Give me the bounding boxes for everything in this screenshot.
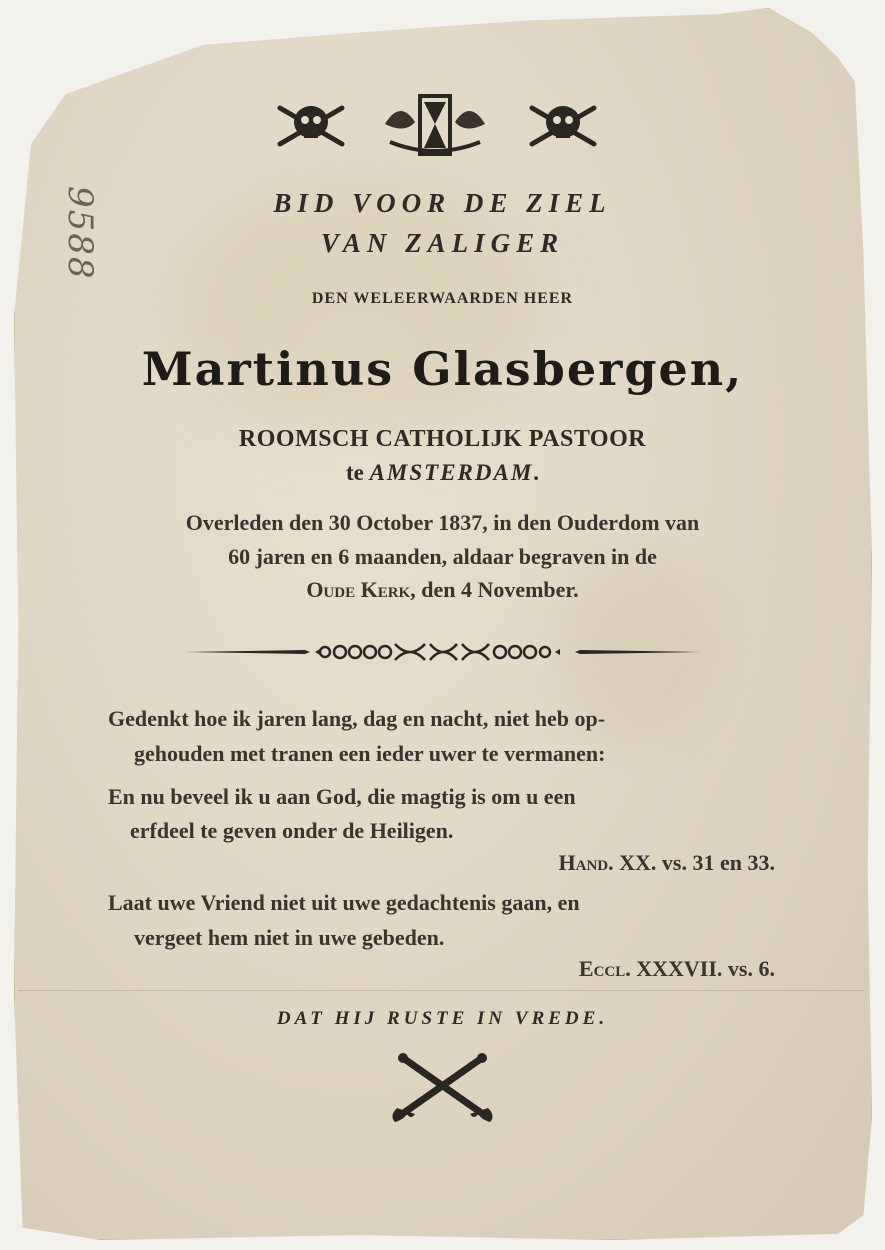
water-stain — [180, 180, 540, 440]
skull-crossbones-icon — [280, 106, 342, 144]
deceased-name-text: Martinus Glasbergen — [141, 342, 726, 396]
verse-2-line-1: En nu beveel ik u aan God, die magtig is om u een — [108, 784, 576, 809]
verse-1-line-1: Gedenkt hoe ik jaren lang, dag en nacht, niet heb op- — [108, 706, 606, 731]
verse-1-line-2: gehouden met tranen een ieder uwer te vermanen: — [134, 741, 606, 766]
ornamental-divider — [185, 640, 700, 664]
header-line-2: VAN ZALIGER — [320, 228, 565, 258]
scripture-reference-1 — [559, 850, 775, 876]
role-title: ROOMSCH CATHOLIJK PASTOOR — [238, 426, 647, 452]
hourglass-icon — [385, 96, 485, 154]
header-line-3: DEN WELEERWAARDEN HEER — [311, 290, 574, 307]
reference-book: Eccl. — [578, 956, 631, 981]
verse-3-line-2: vergeet hem niet in uwe gebeden. — [134, 925, 445, 950]
city-name: AMSTERDAM — [369, 460, 534, 485]
deceased-name — [0, 342, 885, 396]
skull-crossbones-icon — [532, 106, 594, 144]
scripture-reference-2 — [579, 956, 775, 982]
header-line-1: BID VOOR DE ZIEL — [273, 188, 612, 218]
name-comma: , — [725, 342, 744, 396]
reference-verse: XX. vs. 31 en 33. — [613, 850, 775, 875]
reference-verse: XXXVII. vs. 6. — [630, 956, 775, 981]
verse-3-line-1: Laat uwe Vriend niet uit uwe gedachtenis gaan, en — [108, 890, 580, 915]
paper-crease — [18, 990, 863, 991]
te-word: te — [345, 460, 364, 485]
margin-note: 9588 — [60, 186, 100, 281]
closing-prayer: DAT HIJ RUSTE IN VREDE. — [276, 1008, 609, 1029]
death-line-3 — [0, 577, 885, 603]
verse-2-line-2: erfdeel te geven onder de Heiligen. — [130, 818, 454, 843]
city-line — [0, 460, 885, 486]
burial-date: , den 4 November. — [410, 577, 579, 602]
city-period: . — [533, 460, 540, 485]
emblem-row — [270, 92, 610, 162]
church-name: Oude Kerk — [306, 577, 411, 602]
death-line-2: 60 jaren en 6 maanden, aldaar begraven in de — [228, 544, 657, 569]
crossed-torches-icon — [385, 1050, 500, 1125]
death-line-1: Overleden den 30 October 1837, in den Ouderdom van — [185, 510, 700, 535]
reference-book: Hand. — [558, 850, 614, 875]
